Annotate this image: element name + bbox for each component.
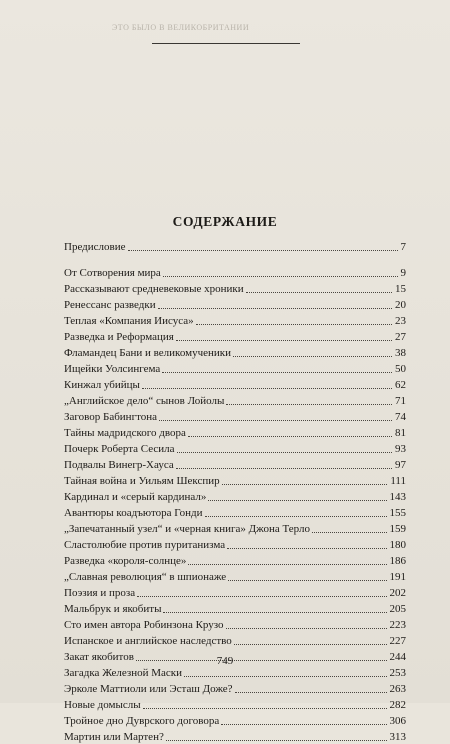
toc-entry-title: Разведка и Реформация (64, 331, 174, 343)
toc-entry (64, 408, 406, 424)
toc-entry-title: Закат якобитов (64, 651, 134, 663)
dot-leader (128, 250, 398, 251)
toc-entry-page: 306 (389, 715, 406, 727)
toc-entry-title: Авантюры коадъютора Гонди (64, 507, 203, 519)
toc-entry-page: 93 (395, 443, 406, 455)
toc-entry (64, 440, 406, 456)
toc-entry-title: Испанское и английское наследство (64, 635, 232, 647)
toc-entry-page: 155 (389, 507, 406, 519)
toc-entry-title: Мартин или Мартен? (64, 731, 164, 743)
toc-entry-page: 7 (400, 241, 406, 253)
toc-entry-title: Ищейки Уолсингема (64, 363, 161, 375)
toc-entry-title: От Сотворения мира (64, 267, 161, 279)
toc-entry-title: Мальбрук и якобиты (64, 603, 162, 615)
toc-entry-title: Заговор Бабингтона (64, 411, 158, 423)
toc-entry (64, 632, 406, 648)
toc-entry-page: 244 (389, 651, 406, 663)
toc-entry (64, 696, 406, 712)
toc-entry (64, 472, 406, 488)
dot-leader (226, 628, 387, 629)
toc-entry-title: Поэзия и проза (64, 587, 136, 599)
dot-leader (226, 404, 392, 405)
dot-leader (158, 308, 392, 309)
toc-entry-page: 282 (389, 699, 406, 711)
toc-entry-page: 27 (395, 331, 406, 343)
dot-leader (137, 596, 386, 597)
toc-entry-page: 159 (389, 523, 406, 535)
toc-entry (64, 552, 406, 568)
dot-leader (184, 676, 386, 677)
bleed-through-text: ЭТО БЫЛО В ВЕЛИКОБРИТАНИИ (112, 24, 250, 32)
toc-entry (64, 392, 406, 408)
toc-entry-page: 74 (395, 411, 406, 423)
contents-title: СОДЕРЖАНИЕ (172, 214, 278, 229)
toc-entry-page: 143 (389, 491, 406, 503)
toc-entry (64, 728, 406, 744)
toc-entry-page: 111 (390, 475, 406, 487)
toc-entry-title: „Запечатанный узел“ и «черная книга» Джона Терло (64, 523, 310, 535)
toc-entry-title: Сто имен автора Робинзона Крузо (64, 619, 224, 631)
toc-entry-title: Фламандец Бани и великомученики (64, 347, 231, 359)
dot-leader (188, 564, 386, 565)
toc-entry-title: Тройное дно Дуврского договора (64, 715, 220, 727)
dot-leader (205, 516, 387, 517)
toc-entry-page: 20 (395, 299, 406, 311)
dot-leader (143, 708, 387, 709)
header-rule (152, 43, 300, 44)
toc-entry-page: 263 (389, 683, 406, 695)
dot-leader (222, 484, 388, 485)
toc-entry-title: Новые домыслы (64, 699, 141, 711)
toc-entry (64, 600, 406, 616)
dot-leader (176, 468, 392, 469)
dot-leader (142, 388, 392, 389)
toc-entry (64, 360, 406, 376)
dot-leader (163, 276, 398, 277)
dot-leader (246, 292, 392, 293)
toc-entry-title: Ренессанс разведки (64, 299, 156, 311)
toc-entry-title: Подвалы Винегр-Хауса (64, 459, 174, 471)
toc-entry-page: 227 (389, 635, 406, 647)
toc-entry-page: 202 (389, 587, 406, 599)
toc-entry (64, 584, 406, 600)
dot-leader (228, 580, 386, 581)
toc-entry (64, 328, 406, 344)
toc-entry-title: „Славная революция“ в шпионаже (64, 571, 227, 583)
toc-entry (64, 536, 406, 552)
toc-entry (64, 264, 406, 280)
dot-leader (233, 356, 392, 357)
toc-entry-title: Теплая «Компания Иисуса» (64, 315, 194, 327)
toc-entry-title: Кардинал и «серый кардинал» (64, 491, 207, 503)
toc-entry-page: 186 (389, 555, 406, 567)
toc-entry-page: 15 (395, 283, 406, 295)
toc-entry-title: Эрколе Маттиоли или Эсташ Доже? (64, 683, 233, 695)
toc-entry (64, 376, 406, 392)
toc-entry (64, 520, 406, 536)
toc-entry (64, 280, 406, 296)
toc-entry-page: 9 (400, 267, 406, 279)
toc-entry-title: Загадка Железной Маски (64, 667, 183, 679)
toc-entry-title: Кинжал убийцы (64, 379, 140, 391)
toc-entry (64, 568, 406, 584)
toc-entry-page: 50 (395, 363, 406, 375)
dot-leader (177, 452, 392, 453)
toc-entry (64, 312, 406, 328)
dot-leader (221, 724, 386, 725)
toc-entry (64, 238, 406, 254)
page-number: 749 (216, 655, 234, 667)
toc-entry-page: 205 (389, 603, 406, 615)
dot-leader (312, 532, 387, 533)
toc-entry (64, 504, 406, 520)
dot-leader (176, 340, 392, 341)
toc-entry-page: 313 (389, 731, 406, 743)
toc-entry (64, 488, 406, 504)
toc-entry (64, 456, 406, 472)
dot-leader (227, 548, 386, 549)
toc-entry-page: 97 (395, 459, 406, 471)
toc-entry-title: Предисловие (64, 241, 126, 253)
toc-entry (64, 712, 406, 728)
toc-entry-page: 81 (395, 427, 406, 439)
dot-leader (234, 644, 387, 645)
dot-leader (235, 692, 387, 693)
toc-entry-page: 253 (389, 667, 406, 679)
dot-leader (159, 420, 392, 421)
dot-leader (188, 436, 392, 437)
toc-entry (64, 680, 406, 696)
toc-entry (64, 424, 406, 440)
toc-entry-title: „Английское дело“ сынов Лойолы (64, 395, 225, 407)
dot-leader (166, 740, 387, 741)
dot-leader (162, 372, 392, 373)
toc-entry-title: Разведка «короля-солнце» (64, 555, 187, 567)
toc-entry-title: Тайная война и Уильям Шекспир (64, 475, 220, 487)
toc-entry (64, 296, 406, 312)
toc-entry (64, 344, 406, 360)
toc-entry (64, 616, 406, 632)
toc-entry-title: Сластолюбие против пуританизма (64, 539, 226, 551)
toc-entry-page: 191 (389, 571, 406, 583)
toc-entry-page: 38 (395, 347, 406, 359)
toc-entry-page: 223 (389, 619, 406, 631)
table-of-contents (64, 238, 406, 744)
toc-entry-page: 71 (395, 395, 406, 407)
toc-entry-title: Тайны мадридского двора (64, 427, 186, 439)
toc-entry-title: Рассказывают средневековые хроники (64, 283, 244, 295)
toc-entry-page: 62 (395, 379, 406, 391)
dot-leader (196, 324, 392, 325)
toc-entry-title: Почерк Роберта Сесила (64, 443, 175, 455)
dot-leader (163, 612, 386, 613)
toc-entry-page: 180 (389, 539, 406, 551)
toc-entry-page: 23 (395, 315, 406, 327)
dot-leader (208, 500, 386, 501)
